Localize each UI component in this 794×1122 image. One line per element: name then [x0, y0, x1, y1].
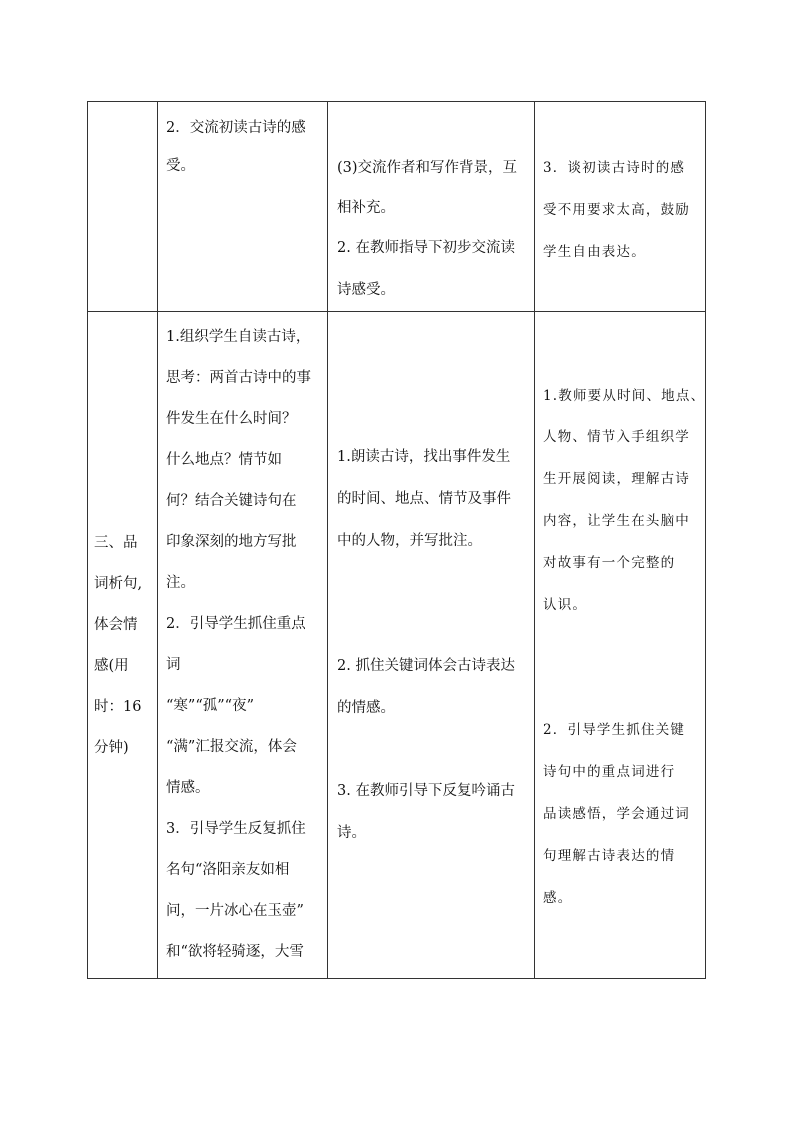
teacher-line: 词: [166, 657, 181, 673]
stage-cell: [88, 312, 158, 979]
teacher-line: 问，一片冰心在玉壶”: [166, 903, 304, 919]
student-line: 的情感。: [337, 700, 395, 716]
notes-line: 句理解古诗表达的情: [543, 848, 676, 864]
teacher-line: 什么地点？情节如: [166, 452, 282, 468]
teacher-line: 名句“洛阳亲友如相: [166, 862, 290, 878]
teacher-line: 印象深刻的地方写批: [166, 534, 297, 550]
stage-line: 分钟): [94, 740, 129, 756]
design-notes-cell: [535, 102, 706, 312]
student-line: 诗。: [337, 825, 366, 841]
teacher-line: “寒”“孤”“夜”: [166, 698, 254, 714]
teacher-line: 思考：两首古诗中的事: [166, 370, 311, 386]
notes-line: 2．引导学生抓住关键: [543, 722, 686, 738]
notes-line: 学生自由表达。: [543, 244, 646, 260]
student-line: 2. 抓住关键词体会古诗表达: [337, 658, 515, 674]
teacher-line: 和“欲将轻骑逐，大雪: [166, 944, 304, 960]
teacher-line: 受。: [166, 158, 195, 174]
design-notes-cell: [535, 312, 706, 979]
notes-line: 受不用要求太高，鼓励: [543, 202, 690, 218]
notes-line: 品读感悟，学会通过词: [543, 806, 690, 822]
table-row: [88, 102, 706, 312]
teacher-line: 件发生在什么时间？: [166, 411, 297, 427]
student-line: 1.朗读古诗，找出事件发生: [337, 449, 511, 465]
student-line: 诗感受。: [337, 282, 395, 298]
stage-line: 体会情: [94, 617, 138, 633]
stage-line: 感(用: [94, 658, 129, 674]
student-line: 2. 在教师指导下初步交流读: [337, 240, 515, 256]
teacher-line: 2．引导学生抓住重点: [166, 616, 306, 632]
student-activity-cell: [328, 102, 535, 312]
stage-line: 三、品: [94, 535, 138, 551]
notes-line: 认识。: [543, 597, 588, 613]
teacher-line: 1.组织学生自读古诗，: [166, 329, 311, 345]
stage-line: 词析句,: [94, 576, 143, 592]
teacher-line: 3．引导学生反复抓住: [166, 821, 306, 837]
teacher-activity-cell: [158, 312, 328, 979]
student-line: (3)交流作者和写作背景，互: [337, 160, 518, 176]
notes-line: 感。: [543, 890, 573, 906]
notes-line: 3．谈初读古诗时的感: [543, 160, 686, 176]
notes-line: 人物、情节入手组织学: [543, 429, 690, 445]
notes-line: 诗句中的重点词进行: [543, 764, 676, 780]
notes-line: 对故事有一个完整的: [543, 555, 676, 571]
table-row: [88, 312, 706, 979]
stage-line: 时：16: [94, 699, 142, 715]
stage-cell: [88, 102, 158, 312]
teacher-line: “满”汇报交流，体会: [166, 739, 297, 755]
teacher-line: 情感。: [166, 780, 210, 796]
student-line: 的时间、地点、情节及事件: [337, 491, 511, 507]
teacher-line: 注。: [166, 575, 195, 591]
notes-line: 1.教师要从时间、地点、: [543, 388, 706, 404]
student-line: 3. 在教师引导下反复吟诵古: [337, 783, 515, 799]
student-activity-cell: [328, 312, 535, 979]
student-line: 相补充。: [337, 200, 395, 216]
teacher-activity-cell: [158, 102, 328, 312]
teacher-line: 何？结合关键诗句在: [166, 493, 297, 509]
teacher-line: 2．交流初读古诗的感: [166, 120, 306, 136]
notes-line: 内容，让学生在头脑中: [543, 513, 690, 529]
notes-line: 生开展阅读，理解古诗: [543, 471, 690, 487]
student-line: 中的人物，并写批注。: [337, 533, 482, 549]
lesson-plan-table: [87, 101, 706, 979]
